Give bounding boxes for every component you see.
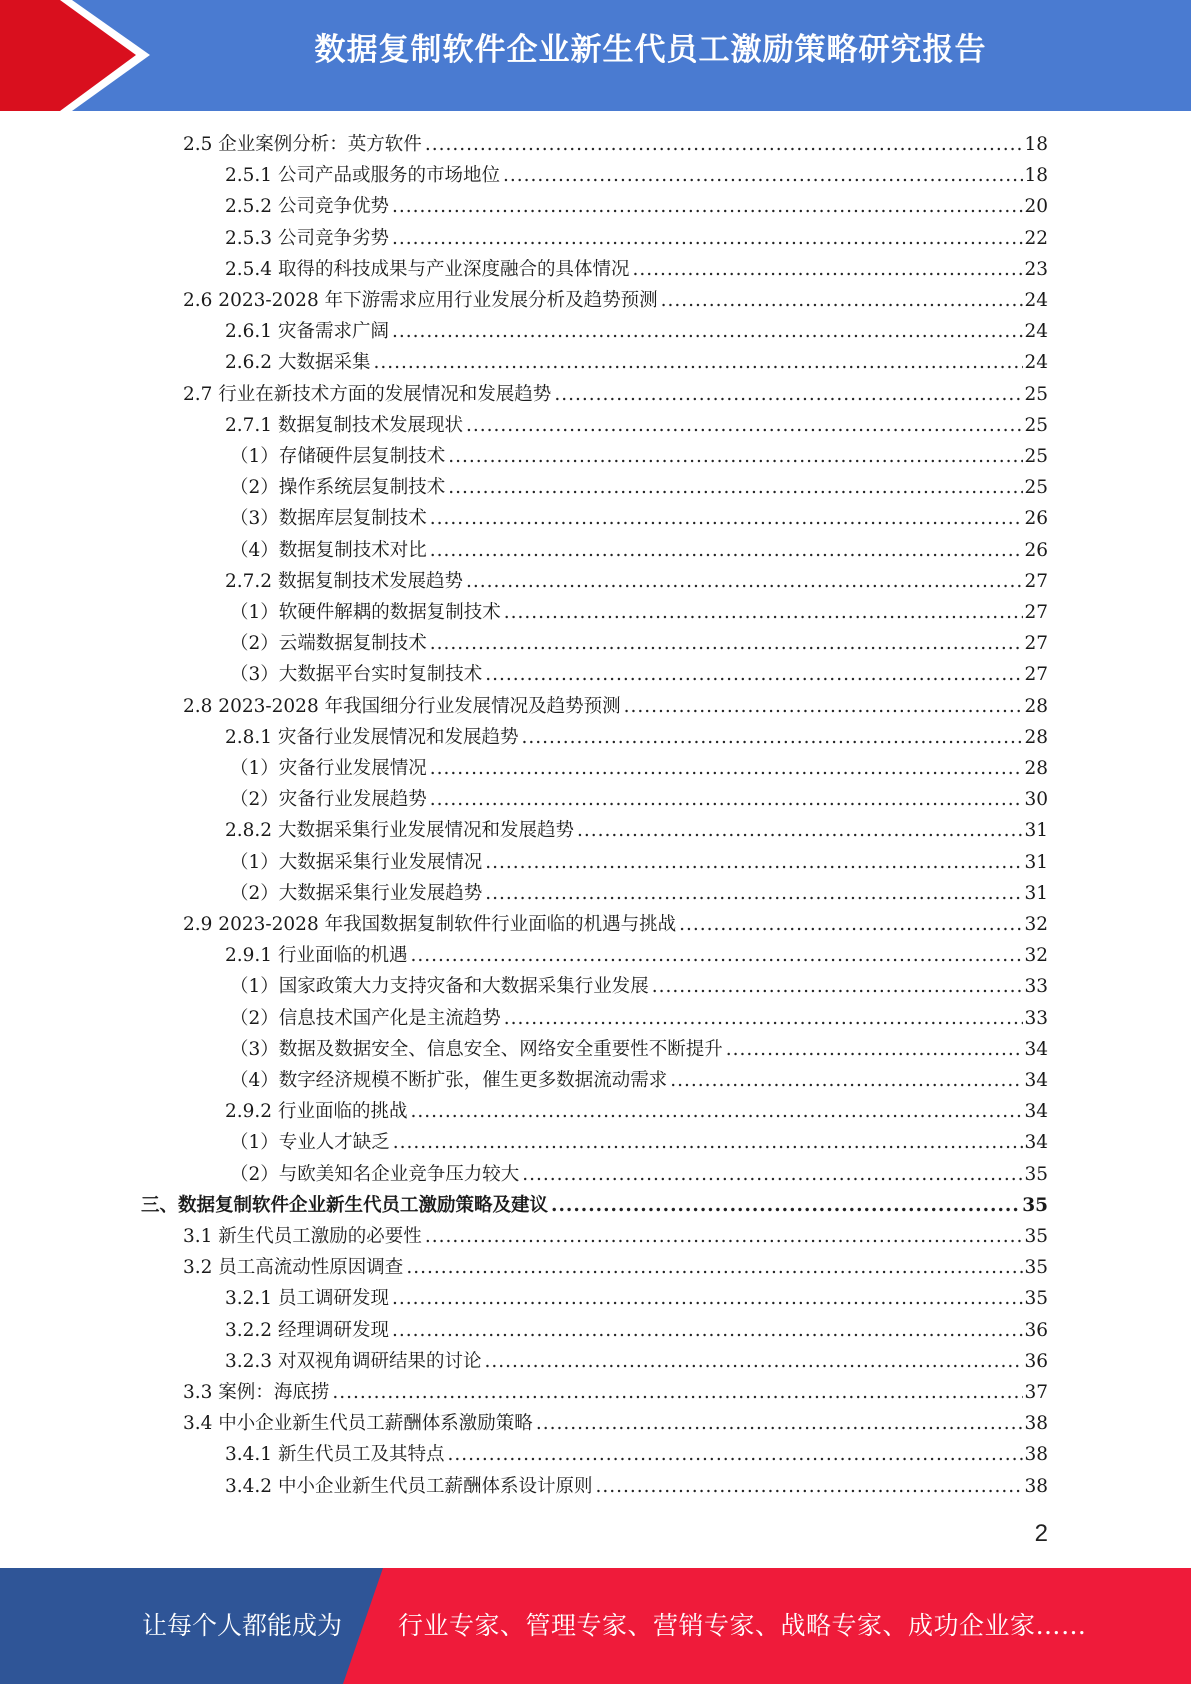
toc-entry[interactable] [225,1313,1048,1344]
toc-entry-page: 36 [1024,1319,1048,1341]
toc-entry-page: 32 [1024,945,1048,967]
toc-entry-page: 26 [1024,539,1048,561]
toc-dot-leader [577,818,1023,844]
toc-entry-page: 34 [1024,1101,1048,1123]
page-footer [0,1568,1191,1684]
toc-dot-leader [410,1099,1023,1125]
toc-entry-title: 3.2.1 员工调研发现 [225,1288,389,1310]
toc-entry[interactable] [183,377,1048,408]
toc-entry-title: 2.9.1 行业面临的机遇 [225,945,408,967]
toc-entry-page: 18 [1024,165,1048,187]
toc-dot-leader [393,1130,1024,1156]
toc-dot-leader [466,413,1023,439]
toc-entry-title: 3.4 中小企业新生代员工薪酬体系激励策略 [183,1413,533,1435]
toc-entry[interactable] [230,1157,1048,1188]
toc-dot-leader [485,662,1023,688]
toc-entry[interactable] [230,501,1048,532]
toc-entry-title: 2.5.4 取得的科技成果与产业深度融合的具体情况 [225,258,630,280]
toc-entry-title: （3）大数据平台实时复制技术 [230,664,483,686]
toc-entry-title: 2.5.3 公司竞争劣势 [225,227,389,249]
toc-entry[interactable] [141,1188,1048,1219]
toc-entry-page: 35 [1024,1163,1048,1185]
toc-dot-leader [430,756,1024,782]
toc-entry-page: 25 [1024,383,1048,405]
toc-dot-leader [504,1006,1024,1032]
toc-entry-page: 22 [1024,227,1048,249]
toc-entry[interactable] [230,595,1048,626]
toc-entry-title: （3）数据及数据安全、信息安全、网络安全重要性不断提升 [230,1038,723,1060]
toc-entry-title: 2.7.2 数据复制技术发展趋势 [225,570,463,592]
footer-slogan: 让每个人都能成为 [142,1611,343,1640]
toc-entry-title: 3.1 新生代员工激励的必要性 [183,1226,422,1247]
toc-dot-leader [332,1380,1023,1406]
toc-dot-leader [595,1474,1023,1500]
toc-entry[interactable] [225,1469,1048,1500]
toc-dot-leader [447,1442,1023,1468]
toc-dot-leader [522,1162,1023,1188]
toc-entry-page: 35 [1024,1257,1048,1279]
toc-entry-title: 2.5.2 公司竞争优势 [225,196,389,218]
toc-entry[interactable] [230,751,1048,782]
toc-entry[interactable] [230,657,1048,688]
toc-entry[interactable] [225,1437,1048,1468]
toc-dot-leader [670,1068,1023,1094]
toc-dot-leader [392,194,1023,220]
toc-entry-title: 2.8 2023-2028 年我国细分行业发展情况及趋势预测 [183,695,621,717]
toc-dot-leader [410,943,1023,969]
toc-entry-title: 3.4.1 新生代员工及其特点 [225,1444,445,1466]
toc-dot-leader [373,350,1023,376]
toc-dot-leader [521,725,1023,751]
toc-entry-title: （1）存储硬件层复制技术 [230,446,446,467]
toc-entry[interactable] [230,969,1048,1000]
toc-entry[interactable] [225,221,1048,252]
toc-entry-page: 27 [1024,633,1048,655]
toc-entry-page: 38 [1024,1413,1048,1435]
toc-entry-title: （1）大数据采集行业发展情况 [230,851,483,873]
toc-entry[interactable] [225,408,1048,439]
toc-entry[interactable] [183,1219,1048,1250]
toc-entry-page: 26 [1024,508,1048,530]
toc-entry[interactable] [230,1001,1048,1032]
toc-dot-leader [485,850,1023,876]
toc-entry[interactable] [225,1281,1048,1312]
toc-entry-title: （1）灾备行业发展情况 [230,758,427,779]
toc-entry-page: 36 [1024,1350,1048,1372]
toc-entry-page: 24 [1024,352,1048,374]
toc-entry[interactable] [183,127,1048,158]
toc-entry-page: 28 [1024,726,1048,748]
toc-entry-title: （2）与欧美知名企业竞争压力较大 [230,1163,520,1185]
toc-dot-leader [652,974,1024,1000]
toc-entry-page: 32 [1024,914,1048,935]
toc-dot-leader [448,444,1023,470]
toc-entry[interactable] [183,1375,1048,1406]
footer-roles: 行业专家、管理专家、营销专家、战略专家、成功企业家…… [398,1611,1087,1640]
toc-entry[interactable] [225,189,1048,220]
toc-entry-title: 2.5.1 公司产品或服务的市场地位 [225,165,500,187]
toc-dot-leader [430,538,1024,564]
toc-entry-page: 27 [1024,570,1048,592]
toc-entry-title: （2）大数据采集行业发展趋势 [230,882,483,904]
toc-entry[interactable] [230,626,1048,657]
toc-entry-page: 38 [1024,1475,1048,1497]
toc-dot-leader [425,132,1024,158]
toc-entry-title: 3.2 员工高流动性原因调查 [183,1257,404,1279]
toc-entry[interactable] [183,1406,1048,1437]
toc-entry-page: 30 [1024,789,1048,811]
toc-entry[interactable] [183,689,1048,720]
toc-dot-leader [430,631,1024,657]
toc-entry-title: （4）数字经济规模不断扩张，催生更多数据流动需求 [230,1070,668,1091]
toc-entry-page: 27 [1024,664,1048,686]
toc-dot-leader [430,506,1024,532]
toc-entry-title: （2）灾备行业发展趋势 [230,789,427,811]
toc-entry[interactable] [225,158,1048,189]
toc-dot-leader [554,382,1023,408]
toc-entry[interactable] [230,1032,1048,1063]
toc-entry-page: 35 [1022,1194,1048,1216]
toc-entry-page: 25 [1024,477,1048,499]
toc-entry-page: 23 [1024,258,1048,280]
toc-dot-leader [536,1411,1024,1437]
toc-entry-page: 28 [1024,695,1048,717]
toc-entry-title: 2.6.1 灾备需求广阔 [225,321,389,343]
toc-entry-title: （3）数据库层复制技术 [230,508,427,530]
toc-entry-title: 3.4.2 中小企业新生代员工薪酬体系设计原则 [225,1475,593,1497]
toc-entry-page: 27 [1024,602,1048,623]
toc-entry-title: 三、数据复制软件企业新生代员工激励策略及建议 [141,1194,549,1216]
toc-dot-leader [406,1255,1023,1281]
toc-entry-title: 2.9.2 行业面临的挑战 [225,1101,408,1123]
toc-entry[interactable] [183,1250,1048,1281]
toc-entry[interactable] [225,938,1048,969]
toc-entry-page: 31 [1024,820,1048,842]
toc-dot-leader [485,881,1023,907]
toc-entry[interactable] [230,533,1048,564]
toc-entry[interactable] [230,1125,1048,1156]
toc-entry-page: 35 [1024,1288,1048,1310]
toc-entry-title: （2）云端数据复制技术 [230,633,427,655]
toc-dot-leader [679,912,1023,938]
toc-entry-page: 28 [1024,758,1048,779]
toc-dot-leader [392,319,1023,345]
toc-dot-leader [466,569,1023,595]
toc-entry[interactable] [225,813,1048,844]
toc-dot-leader [551,1193,1021,1219]
toc-entry-page: 31 [1024,882,1048,904]
toc-entry[interactable] [230,439,1048,470]
toc-dot-leader [632,257,1023,283]
toc-entry-title: 2.8.2 大数据采集行业发展情况和发展趋势 [225,820,574,842]
toc-entry-title: 2.7 行业在新技术方面的发展情况和发展趋势 [183,383,552,405]
toc-entry-title: 3.2.3 对双视角调研结果的讨论 [225,1350,482,1372]
toc-dot-leader [726,1037,1024,1063]
toc-entry[interactable] [230,782,1048,813]
toc-entry[interactable] [183,283,1048,314]
toc-entry[interactable] [230,1063,1048,1094]
toc-dot-leader [661,288,1024,314]
toc-entry-title: （2）操作系统层复制技术 [230,477,446,499]
toc-entry[interactable] [230,845,1048,876]
toc-entry-page: 33 [1024,1007,1048,1029]
toc-entry[interactable] [225,720,1048,751]
toc-entry-title: 3.2.2 经理调研发现 [225,1319,389,1341]
toc-entry[interactable] [225,252,1048,283]
toc-entry-title: 2.8.1 灾备行业发展情况和发展趋势 [225,726,519,748]
toc-entry[interactable] [225,345,1048,376]
toc-dot-leader [484,1349,1023,1375]
toc-entry-title: 2.9 2023-2028 年我国数据复制软件行业面临的机遇与挑战 [183,914,677,935]
page-number: 2 [1034,1520,1048,1547]
toc-entry-title: 2.7.1 数据复制技术发展现状 [225,414,463,436]
toc-entry-page: 34 [1024,1038,1048,1060]
toc-dot-leader [504,600,1024,626]
toc-entry-title: （2）信息技术国产化是主流趋势 [230,1007,501,1029]
toc-entry-title: 2.6 2023-2028 年下游需求应用行业发展分析及趋势预测 [183,290,658,311]
toc-dot-leader [392,1318,1023,1344]
toc-entry-page: 37 [1024,1382,1048,1403]
toc-entry[interactable] [225,564,1048,595]
toc-entry-page: 31 [1024,851,1048,873]
toc-entry[interactable] [183,907,1048,938]
toc-entry-title: 2.6.2 大数据采集 [225,352,371,374]
toc-entry-page: 34 [1024,1070,1048,1091]
toc-dot-leader [392,226,1023,252]
toc-dot-leader [392,1286,1023,1312]
toc-entry-title: （4）数据复制技术对比 [230,539,427,561]
toc-entry[interactable] [225,314,1048,345]
toc-entry-page: 25 [1024,414,1048,436]
toc-entry[interactable] [225,1094,1048,1125]
toc-entry-title: （1）国家政策大力支持灾备和大数据采集行业发展 [230,976,649,998]
toc-entry-page: 35 [1024,1226,1048,1247]
document-title: 数据复制软件企业新生代员工激励策略研究报告 [314,32,987,68]
toc-entry-page: 38 [1024,1444,1048,1466]
toc-entry-page: 18 [1024,134,1048,155]
toc-entry-page: 25 [1024,446,1048,467]
toc-entry-page: 20 [1024,196,1048,218]
toc-entry-title: 2.5 企业案例分析：英方软件 [183,134,422,155]
toc-entry-title: （1）软硬件解耦的数据复制技术 [230,602,501,623]
toc-dot-leader [430,787,1024,813]
toc-entry[interactable] [230,876,1048,907]
toc-entry[interactable] [225,1344,1048,1375]
toc-entry-title: 3.3 案例：海底捞 [183,1382,330,1403]
toc-entry-page: 24 [1024,321,1048,343]
toc-entry-page: 33 [1024,976,1048,998]
toc-entry-page: 24 [1024,290,1048,311]
toc-dot-leader [425,1224,1024,1250]
toc-entry[interactable] [230,470,1048,501]
toc-dot-leader [503,163,1023,189]
toc-entry-page: 34 [1024,1132,1048,1154]
toc-entry-title: （1）专业人才缺乏 [230,1132,390,1154]
toc-dot-leader [624,694,1024,720]
toc-dot-leader [448,475,1023,501]
page-header [0,0,1191,111]
